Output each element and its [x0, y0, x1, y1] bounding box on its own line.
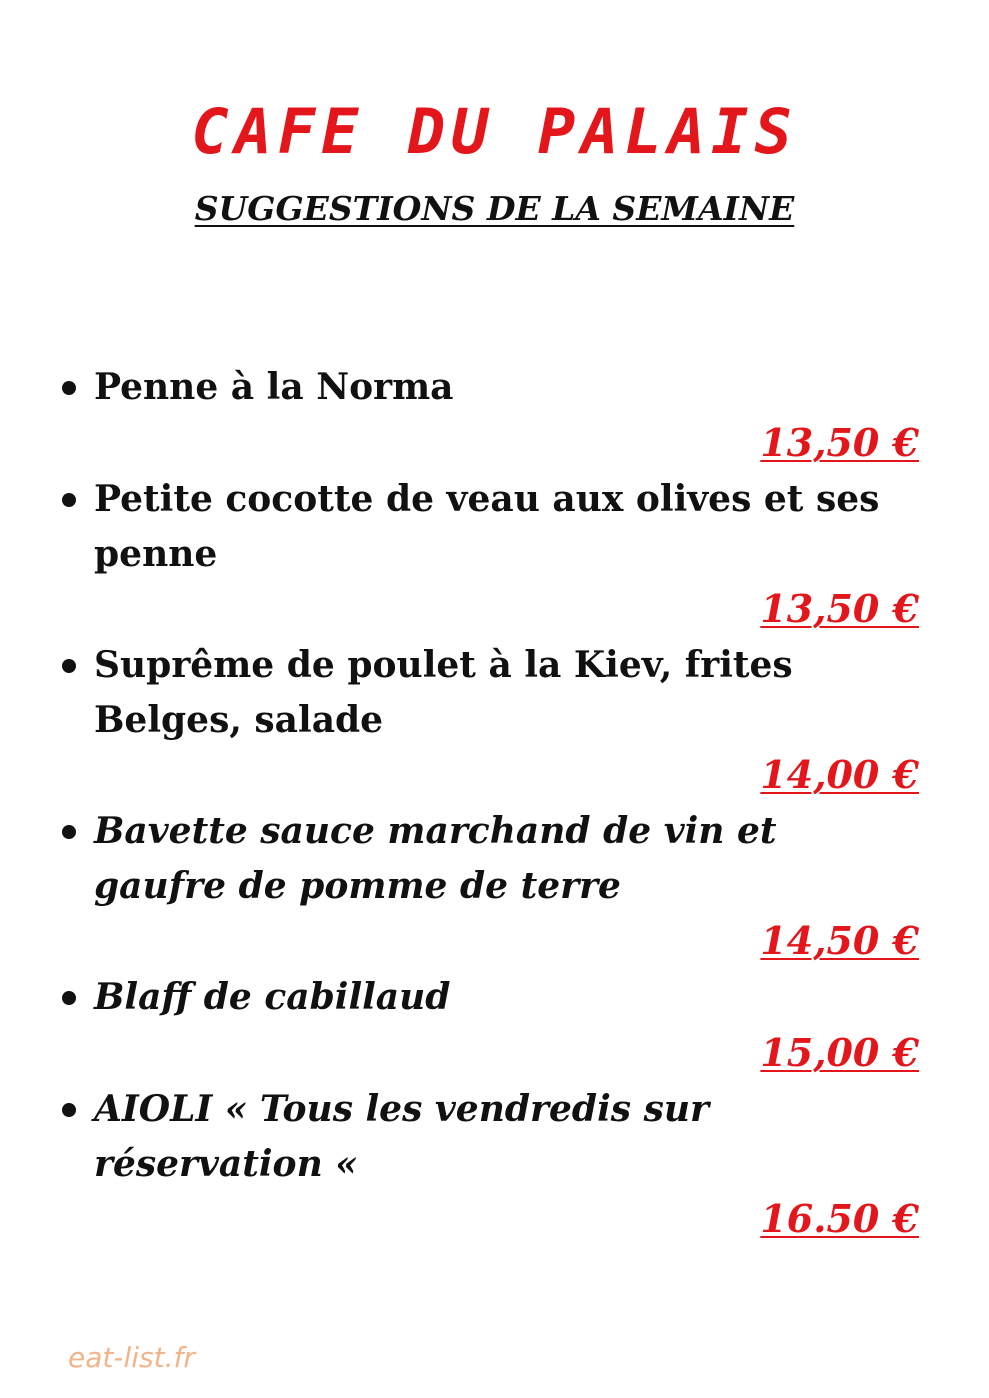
bullet-icon: [62, 825, 76, 839]
bullet-icon: [62, 381, 76, 395]
menu-item-price: 15,00 €: [760, 1030, 919, 1075]
menu-item-name: [60, 472, 920, 582]
menu-item-price: 14,50 €: [760, 918, 919, 963]
menu-item-name: [60, 638, 840, 748]
menu-item-name: [60, 804, 820, 914]
bullet-icon: [62, 493, 76, 507]
menu-item-price: 13,50 €: [760, 586, 919, 631]
menu-item-name-text: Penne à la Norma: [94, 366, 454, 408]
menu-item-name: [60, 1082, 750, 1192]
menu-item-name-text: Suprême de poulet à la Kiev, frites Belges, salade: [94, 644, 793, 741]
menu-subtitle: [0, 185, 989, 233]
menu-item-price: 14,00 €: [760, 752, 919, 797]
menu-item-name-text: Bavette sauce marchand de vin et gaufre de pomme de terre: [94, 810, 777, 907]
menu-item: [60, 638, 840, 748]
watermark-text: eat-list.fr: [68, 1341, 195, 1374]
bullet-icon: [62, 659, 76, 673]
menu-item-name-text: Blaff de cabillaud: [94, 976, 451, 1018]
menu-item-name-text: Petite cocotte de veau aux olives et ses penne: [94, 478, 880, 575]
menu-item: [60, 472, 920, 582]
menu-item: [60, 970, 930, 1025]
menu-item: [60, 1082, 750, 1192]
bullet-icon: [62, 1103, 76, 1117]
menu-item: [60, 360, 930, 415]
restaurant-title: CAFE DU PALAIS: [191, 95, 798, 168]
menu-item-name: [60, 360, 930, 415]
menu-item-price: 16.50 €: [760, 1196, 919, 1241]
menu-item-price: 13,50 €: [760, 420, 919, 465]
menu-item-name: [60, 970, 930, 1025]
menu-subtitle-text: SUGGESTIONS DE LA SEMAINE: [194, 189, 795, 228]
bullet-icon: [62, 991, 76, 1005]
menu-item: [60, 804, 820, 914]
menu-item-name-text: AIOLI « Tous les vendredis sur réservation «: [94, 1088, 709, 1185]
